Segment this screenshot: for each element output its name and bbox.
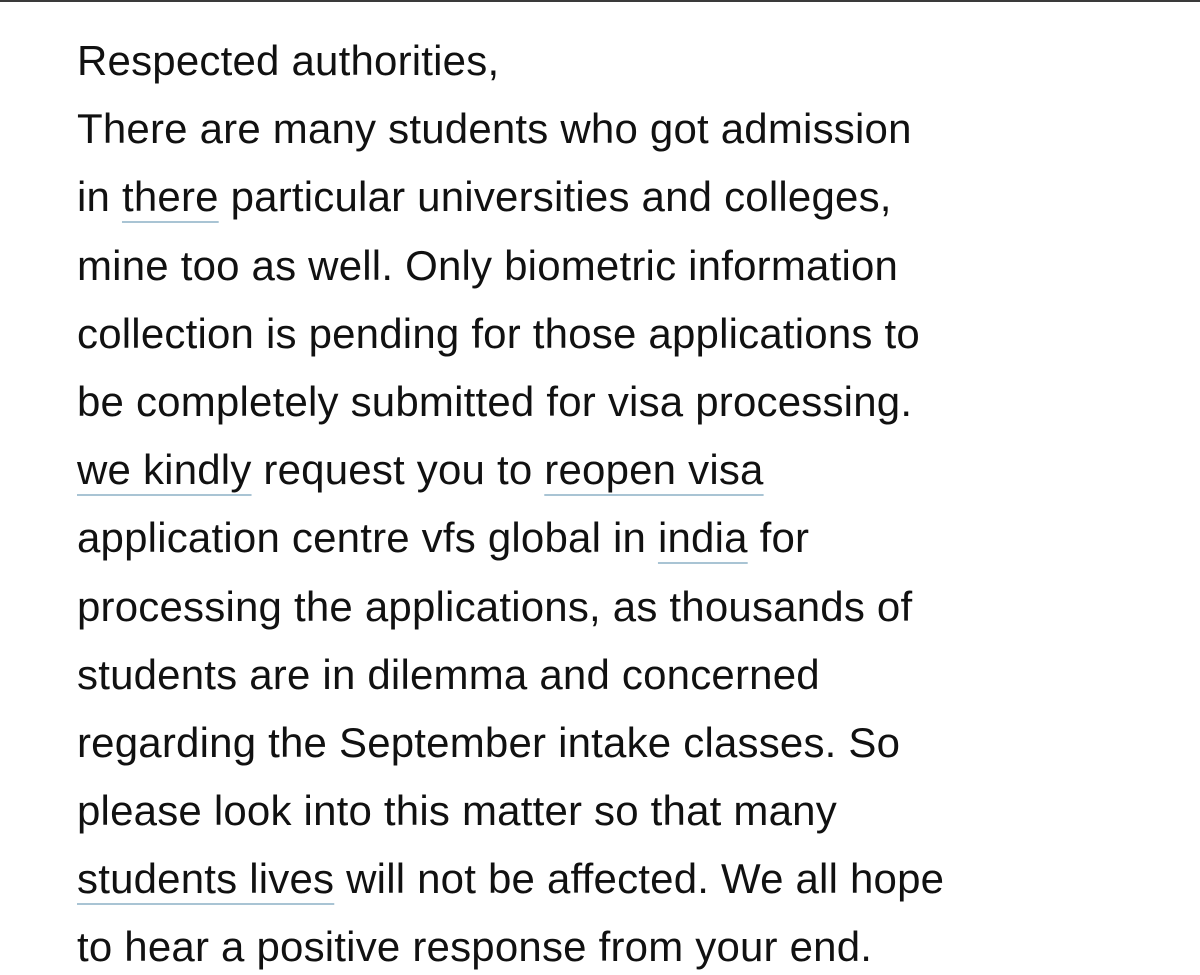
text-segment: to hear a positive response from your end. <box>77 923 873 971</box>
text-segment: please look into this matter so that many <box>77 787 837 835</box>
text-segment: be completely submitted for visa processing. <box>77 377 913 425</box>
text-segment: regarding the September intake classes. So <box>77 718 901 766</box>
letter-text-area[interactable] <box>77 27 1187 975</box>
text-segment: students are in dilemma and concerned <box>77 650 820 698</box>
text-segment: for <box>747 514 810 562</box>
text-segment: collection is pending for those applications to <box>77 309 920 357</box>
spellcheck-flagged-word: students lives <box>77 855 335 903</box>
text-segment: request you to <box>251 446 545 494</box>
top-divider <box>0 0 1200 2</box>
text-segment: processing the applications, as thousands of <box>77 582 913 630</box>
text-line <box>77 504 1187 572</box>
text-segment: mine too as well. Only biometric information <box>77 241 899 289</box>
text-segment: will not be affected. We all hope <box>334 855 945 903</box>
text-line <box>77 436 1187 504</box>
spellcheck-flagged-word: there <box>121 173 219 221</box>
text-line <box>77 95 1187 163</box>
text-segment: application centre vfs global in <box>77 514 658 562</box>
text-line <box>77 27 1187 95</box>
text-segment: There are many students who got admission <box>77 105 912 153</box>
text-line <box>77 573 1187 641</box>
text-segment: particular universities and colleges, <box>218 173 892 221</box>
text-line <box>77 300 1187 368</box>
spellcheck-flagged-word: india <box>657 514 748 562</box>
spellcheck-flagged-word: reopen visa <box>544 446 764 494</box>
text-line <box>77 777 1187 845</box>
text-segment: in <box>77 173 122 221</box>
text-line <box>77 913 1187 975</box>
text-line <box>77 709 1187 777</box>
text-segment: Respected authorities, <box>77 37 500 84</box>
text-line <box>77 845 1187 913</box>
text-line <box>77 641 1187 709</box>
text-line <box>77 232 1187 300</box>
text-line <box>77 163 1187 231</box>
text-line <box>77 368 1187 436</box>
spellcheck-flagged-word: we kindly <box>77 446 252 494</box>
